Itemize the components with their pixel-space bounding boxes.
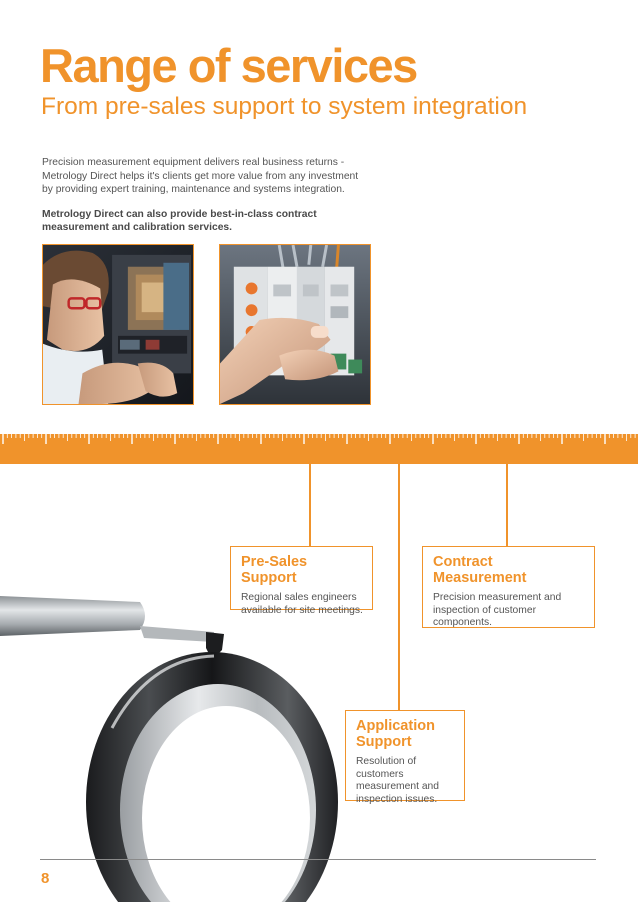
gauge-ring-image bbox=[0, 588, 360, 902]
intro-bold-paragraph: Metrology Direct can also provide best-in-class contract measurement and calibration services. bbox=[42, 208, 317, 233]
service-text: Regional sales engineers available for site meetings. bbox=[241, 592, 363, 616]
intro-text bbox=[42, 156, 362, 235]
service-heading: Application Support bbox=[356, 718, 435, 750]
page-subtitle: From pre-sales support to system integration bbox=[41, 93, 528, 120]
ruler-band bbox=[0, 434, 638, 464]
service-text: Resolution of customers measurement and inspection issues. bbox=[356, 756, 439, 805]
connector-contract bbox=[506, 464, 508, 546]
footer-rule bbox=[40, 859, 596, 860]
technician-photo bbox=[42, 244, 194, 405]
connector-pre-sales bbox=[309, 464, 311, 546]
service-heading: Contract Measurement bbox=[433, 554, 527, 586]
application-support-box bbox=[345, 710, 465, 805]
connector-application bbox=[398, 464, 400, 710]
intro-paragraph: Precision measurement equipment delivers real business returns - Metrology Direct helps it's clients get more value from any investment by providing expert training, maintenance and systems integration. bbox=[42, 157, 359, 195]
service-text: Precision measurement and inspection of customer components. bbox=[433, 592, 562, 628]
terminal-block-photo bbox=[219, 244, 371, 405]
page-number: 8 bbox=[41, 870, 50, 887]
page-title: Range of services bbox=[40, 39, 417, 92]
contract-measurement-box bbox=[422, 546, 595, 628]
service-heading: Pre-Sales Support bbox=[241, 554, 308, 586]
